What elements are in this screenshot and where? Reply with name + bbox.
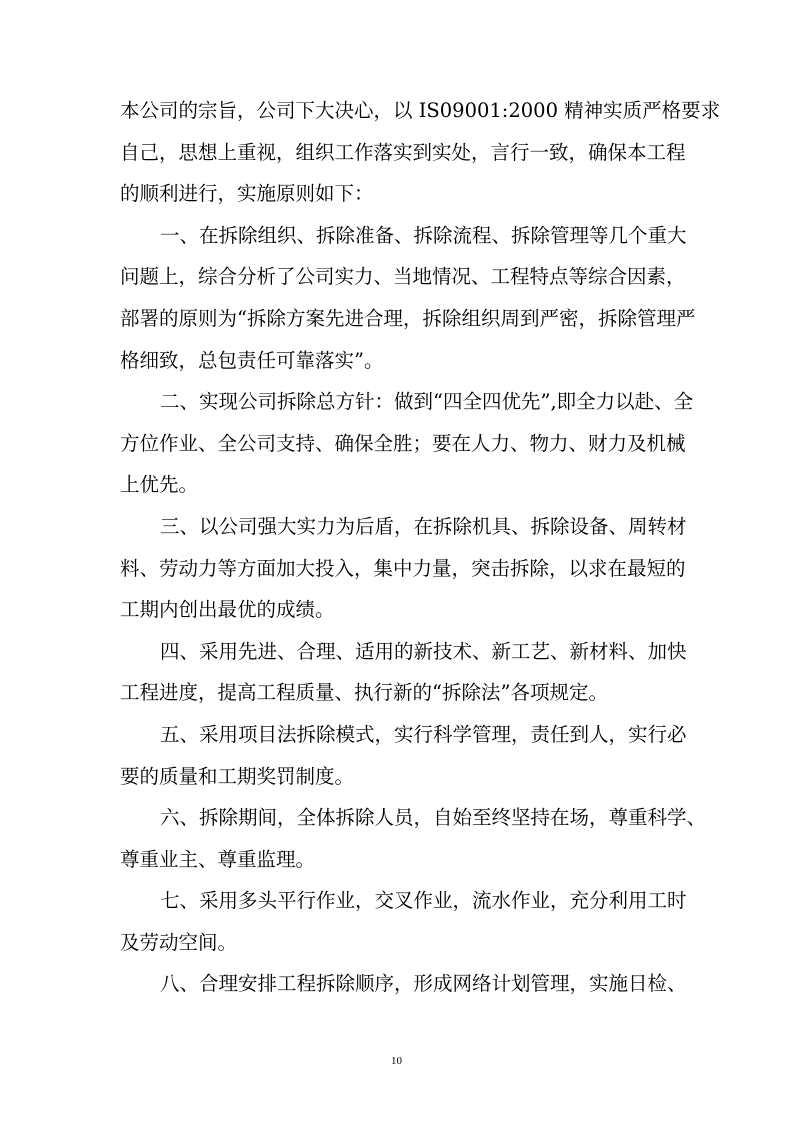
text-line: 及劳动空间。 [120,930,238,954]
text-line: 六、拆除期间，全体拆除人员，自始至终坚持在场，尊重科学、 [160,806,707,830]
text-line: 尊重业主、尊重监理。 [120,847,316,871]
text-line: 要的质量和工期奖罚制度。 [120,764,355,788]
text-line: 一、在拆除组织、拆除准备、拆除流程、拆除管理等几个重大 [160,223,687,247]
text-line: 四、采用先进、合理、适用的新技术、新工艺、新材料、加快 [160,639,687,663]
text-line: 部署的原则为“拆除方案先进合理，拆除组织周到严密，拆除管理严 [120,306,696,330]
text-line: 方位作业、全公司支持、确保全胜；要在人力、物力、财力及机械 [120,431,686,455]
text-line: 七、采用多头平行作业，交叉作业，流水作业，充分利用工时 [160,889,687,913]
text-line: 料、劳动力等方面加大投入，集中力量，突击拆除，以求在最短的 [120,556,686,580]
text-line: 本公司的宗旨，公司下大决心，以 IS09001:2000 精神实质严格要求 [120,99,721,122]
text-line: 工期内创出最优的成绩。 [120,598,335,622]
text-line: 工程进度，提高工程质量、执行新的“拆除法”各项规定。 [120,681,608,705]
text-line: 问题上，综合分析了公司实力、当地情况、工程特点等综合因素， [120,265,686,289]
page-number: 10 [391,1055,402,1067]
text-line: 五、采用项目法拆除模式，实行科学管理，责任到人，实行必 [160,722,687,746]
document-body [120,90,721,1005]
text-line: 自己，思想上重视，组织工作落实到实处，言行一致，确保本工程 [120,140,686,164]
text-line: 三、以公司强大实力为后盾，在拆除机具、拆除设备、周转材 [160,514,687,538]
text-line: 的顺利进行，实施原则如下： [120,182,374,206]
text-line: 上优先。 [120,473,199,497]
text-line: 二、实现公司拆除总方针：做到“四全四优先”,即全力以赴、全 [160,390,694,414]
text-line: 格细致，总包责任可靠落实”。 [120,348,384,372]
text-line: 八、合理安排工程拆除顺序，形成网络计划管理，实施日检、 [160,972,687,996]
